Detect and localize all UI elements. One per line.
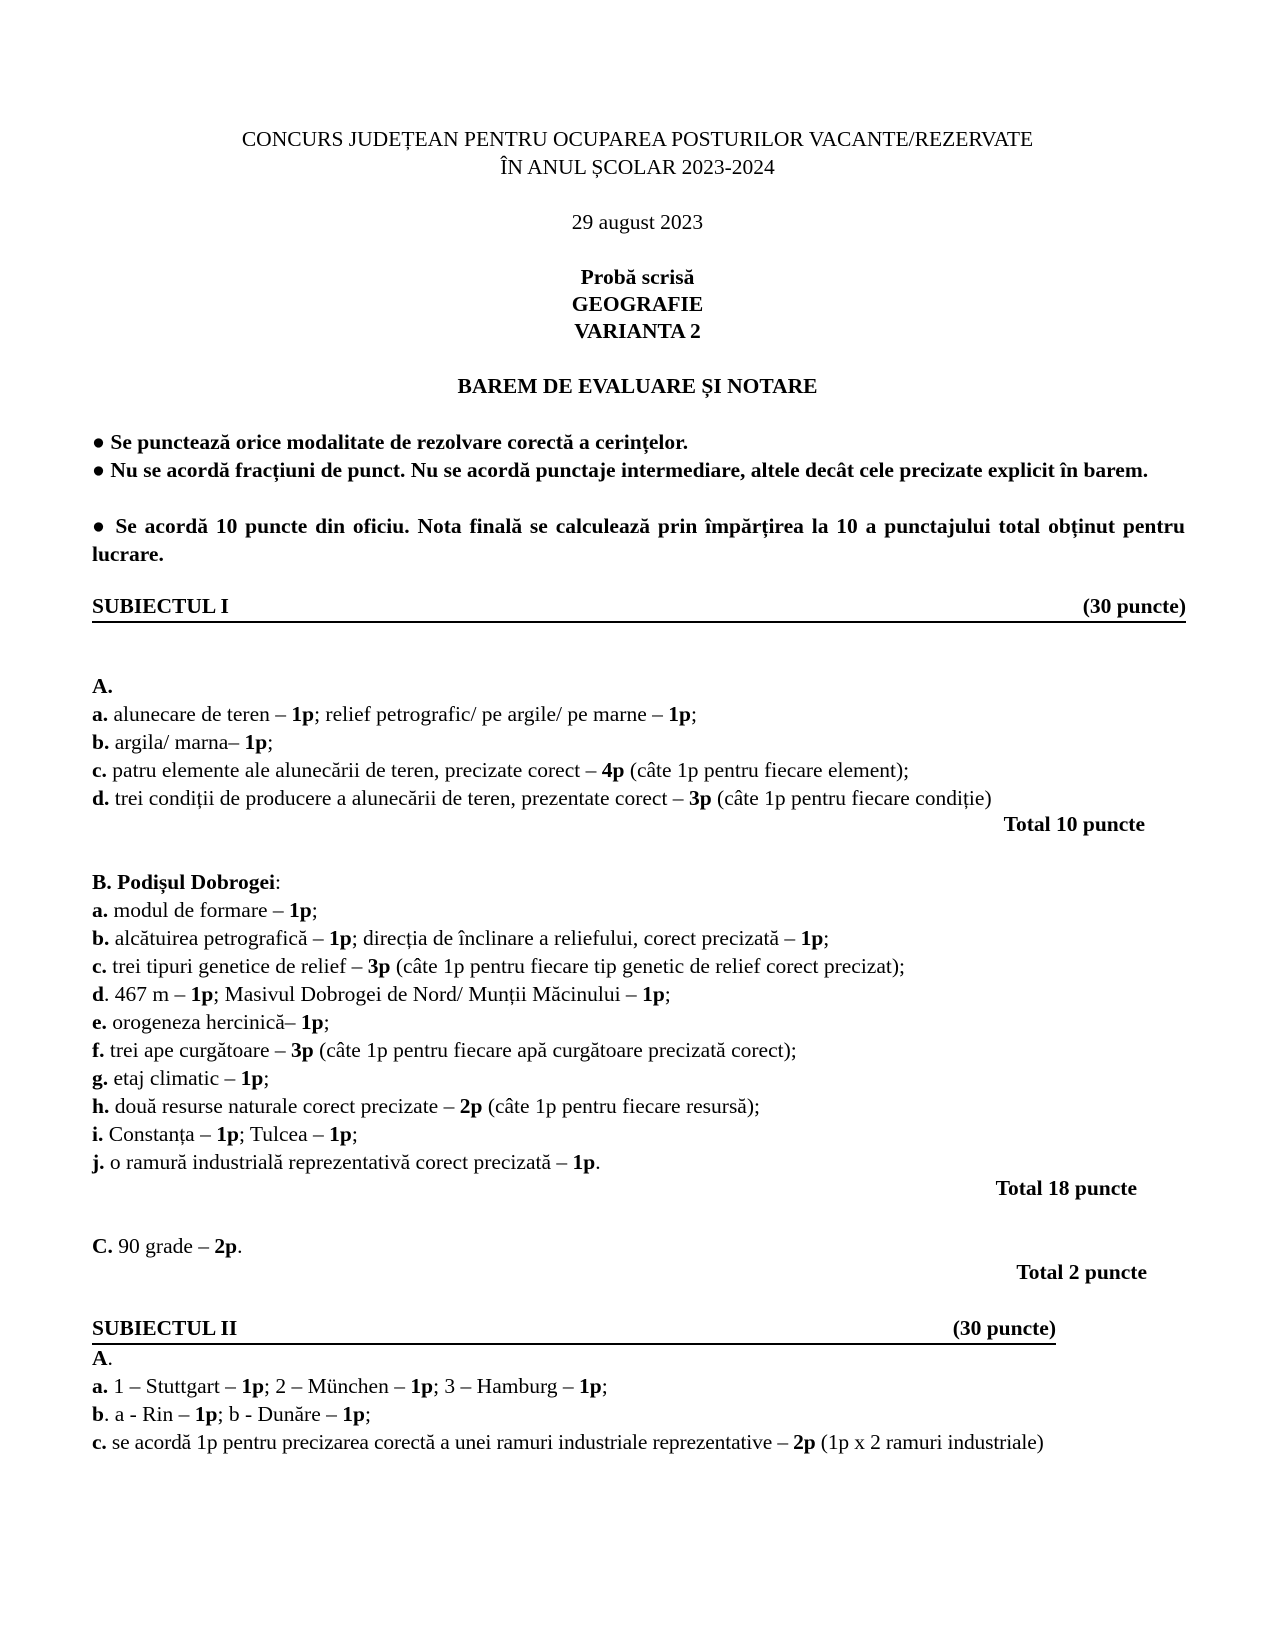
item-1a-b: b. argila/ marna– 1p; (92, 730, 274, 754)
item-2a-c: c. se acordă 1p pentru precizarea corectă a unei ramuri industriale reprezentative – 2p (1p x 2 ramuri industriale) (92, 1430, 1044, 1454)
item-1b-e: e. orogeneza hercinică– 1p; (92, 1010, 330, 1034)
item-1b-g: g. etaj climatic – 1p; (92, 1066, 270, 1090)
section-1b-heading: B. Podișul Dobrogei: (92, 870, 281, 894)
subject-2-header (92, 1313, 1056, 1345)
item-2a-a: a. 1 – Stuttgart – 1p; 2 – München – 1p; 3 – Hamburg – 1p; (92, 1374, 608, 1398)
item-1b-f: f. trei ape curgătoare – 3p (câte 1p pentru fiecare apă curgătoare precizată corect); (92, 1038, 797, 1062)
exam-type: Probă scrisă (580, 265, 695, 289)
subject-1-points: (30 puncte) (1082, 594, 1186, 618)
item-1a-c: c. patru elemente ale alunecării de teren, precizate corect – 4p (câte 1p pentru fiecare element); (92, 758, 910, 782)
exam-date: 29 august 2023 (571, 210, 704, 234)
item-1a-a: a. alunecare de teren – 1p; relief petrografic/ pe argile/ pe marne – 1p; (92, 702, 697, 726)
subject-2-title: SUBIECTUL II (92, 1316, 238, 1340)
item-2a-b: b. a - Rin – 1p; b - Dunăre – 1p; (92, 1402, 371, 1426)
total-1b: Total 18 puncte (995, 1176, 1137, 1200)
exam-subject: GEOGRAFIE (571, 292, 704, 316)
item-1b-b: b. alcătuirea petrografică – 1p; direcția de înclinare a reliefului, corect precizată – 1p; (92, 926, 830, 950)
total-1a: Total 10 puncte (1003, 812, 1145, 836)
item-1c: C. 90 grade – 2p. (92, 1234, 243, 1258)
rule-2: ● Nu se acordă fracțiuni de punct. Nu se acordă punctaje intermediare, altele decât cele precizate explicit în barem. (92, 458, 1149, 482)
total-1c: Total 2 puncte (1016, 1260, 1147, 1284)
item-1b-h: h. două resurse naturale corect precizate – 2p (câte 1p pentru fiecare resursă); (92, 1094, 760, 1118)
item-1b-c: c. trei tipuri genetice de relief – 3p (câte 1p pentru fiecare tip genetic de relief corect precizat); (92, 954, 906, 978)
rule-1: ● Se punctează orice modalitate de rezolvare corectă a cerințelor. (92, 430, 689, 454)
exam-variant: VARIANTA 2 (574, 319, 701, 343)
subject-1-title: SUBIECTUL I (92, 594, 229, 618)
section-2a-heading: A. (92, 1346, 113, 1370)
item-1b-i: i. Constanța – 1p; Tulcea – 1p; (92, 1122, 358, 1146)
item-1b-d: d. 467 m – 1p; Masivul Dobrogei de Nord/ Munții Măcinului – 1p; (92, 982, 671, 1006)
item-1b-j: j. o ramură industrială reprezentativă corect precizată – 1p. (92, 1150, 601, 1174)
document-title: BAREM DE EVALUARE ȘI NOTARE (457, 374, 818, 398)
rule-3: ● Se acordă 10 puncte din oficiu. Nota finală se calculează prin împărțirea la 10 a punctajului total obținut pentru lucrare. (92, 514, 1185, 566)
item-1a-d: d. trei condiții de producere a alunecării de teren, prezentate corect – 3p (câte 1p pentru fiecare condiție) (92, 786, 992, 810)
section-1a-heading: A. (92, 674, 113, 698)
header-line-1: CONCURS JUDEȚEAN PENTRU OCUPAREA POSTURILOR VACANTE/REZERVATE (241, 127, 1034, 151)
header-line-2: ÎN ANUL ȘCOLAR 2023-2024 (500, 155, 775, 179)
item-1b-a: a. modul de formare – 1p; (92, 898, 318, 922)
subject-1-header (92, 591, 1186, 623)
subject-2-points: (30 puncte) (952, 1316, 1056, 1340)
